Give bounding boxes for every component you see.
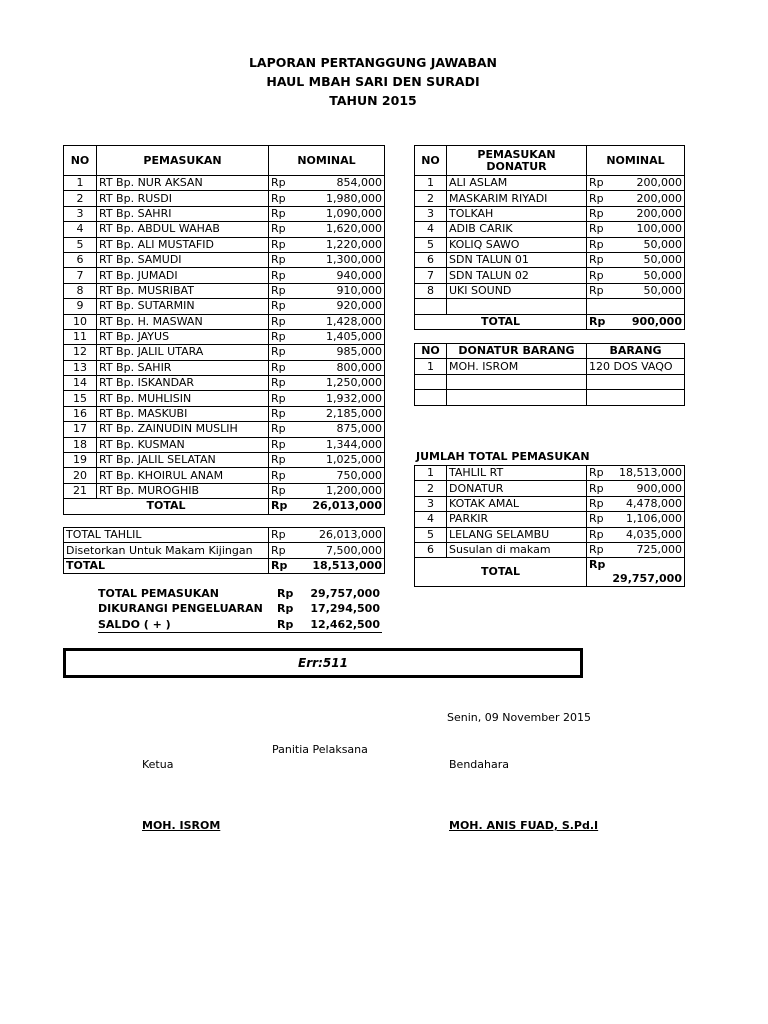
amount-value: 1,620,000 — [326, 222, 382, 236]
bendahara-name: MOH. ANIS FUAD, S.Pd.I — [449, 819, 599, 832]
summary-label: DIKURANGI PENGELUARAN — [98, 602, 263, 615]
nominal-cell — [587, 542, 685, 557]
currency-label: Rp — [589, 191, 604, 205]
currency-label: Rp — [271, 330, 286, 344]
table-row — [64, 468, 385, 483]
row-name: RT Bp. SAHIR — [97, 360, 269, 375]
table-row — [64, 437, 385, 452]
empty-row — [415, 374, 685, 389]
bendahara-label: Bendahara — [449, 758, 509, 771]
currency-label: Rp — [589, 466, 604, 480]
currency-label: Rp — [589, 481, 604, 495]
table-row — [415, 268, 685, 283]
amount-value: 50,000 — [643, 237, 682, 251]
row-name: RT Bp. ZAINUDIN MUSLIH — [97, 422, 269, 437]
nominal-cell — [269, 283, 385, 298]
row-number: 1 — [415, 176, 447, 191]
nominal-cell — [269, 422, 385, 437]
amount-value: 50,000 — [643, 283, 682, 297]
amount-value: 29,757,000 — [612, 572, 682, 586]
row-number: 14 — [64, 376, 97, 391]
total-row — [64, 499, 385, 514]
row-name: SDN TALUN 01 — [447, 252, 587, 267]
nominal-cell — [269, 543, 385, 558]
nominal-cell — [269, 499, 385, 514]
jumlah-total-table — [414, 465, 685, 587]
currency-label: Rp — [589, 237, 604, 251]
tahlil-label: TOTAL — [64, 558, 269, 573]
row-number: 13 — [64, 360, 97, 375]
amount-value: 920,000 — [336, 299, 382, 313]
row-name: RT Bp. MUHLISIN — [97, 391, 269, 406]
row-number: 3 — [415, 206, 447, 221]
tahlil-row — [64, 558, 385, 573]
nominal-cell — [269, 360, 385, 375]
currency-label: Rp — [589, 253, 604, 267]
row-name: TOLKAH — [447, 206, 587, 221]
nominal-cell — [269, 558, 385, 573]
row-number: 7 — [415, 268, 447, 283]
currency-label: Rp — [589, 512, 604, 526]
amount-value: 1,300,000 — [326, 253, 382, 267]
row-name: RT Bp. H. MASWAN — [97, 314, 269, 329]
empty-cell — [447, 390, 587, 405]
col-header-no: NO — [64, 146, 97, 176]
table-row — [415, 252, 685, 267]
nominal-cell — [587, 283, 685, 298]
currency-label: Rp — [271, 484, 286, 497]
amount-value: 50,000 — [643, 268, 682, 282]
currency-label: Rp — [271, 283, 286, 297]
currency-label: Rp — [271, 407, 286, 421]
table-row — [64, 329, 385, 344]
pemasukan-table — [63, 145, 385, 515]
amount-value: 1,932,000 — [326, 391, 382, 405]
currency-label: Rp — [271, 558, 288, 572]
row-name: RT Bp. KHOIRUL ANAM — [97, 468, 269, 483]
currency-label: Rp — [277, 587, 294, 600]
row-name: Susulan di makam — [447, 542, 587, 557]
error-text: Err:511 — [298, 656, 348, 670]
row-name: UKI SOUND — [447, 283, 587, 298]
header-line: DONATUR — [486, 159, 547, 173]
nominal-cell — [269, 376, 385, 391]
amount-value: 1,090,000 — [326, 206, 382, 220]
nominal-cell — [269, 191, 385, 206]
row-number: 3 — [415, 496, 447, 511]
amount-value: 4,035,000 — [626, 527, 682, 541]
tahlil-row — [64, 543, 385, 558]
table-row — [64, 268, 385, 283]
nominal-cell — [269, 437, 385, 452]
amount-value: 4,478,000 — [626, 496, 682, 510]
row-name: PARKIR — [447, 512, 587, 527]
table-row — [64, 345, 385, 360]
table-row — [64, 252, 385, 267]
nominal-cell — [587, 481, 685, 496]
empty-cell — [587, 390, 685, 405]
row-item: 120 DOS VAQO — [587, 359, 685, 374]
currency-label: Rp — [589, 496, 604, 510]
row-number: 11 — [64, 329, 97, 344]
amount-value: 50,000 — [643, 253, 682, 267]
nominal-cell — [269, 391, 385, 406]
nominal-cell — [587, 466, 685, 481]
nominal-cell — [269, 453, 385, 468]
row-number: 4 — [415, 512, 447, 527]
nominal-cell — [269, 528, 385, 543]
nominal-cell — [587, 191, 685, 206]
amount-value: 985,000 — [336, 345, 382, 359]
amount-value: 200,000 — [636, 191, 682, 205]
amount-value: 1,344,000 — [326, 437, 382, 451]
row-number: 16 — [64, 406, 97, 421]
nominal-cell — [587, 527, 685, 542]
amount-value: 900,000 — [631, 314, 682, 328]
empty-cell — [587, 299, 685, 314]
amount-value: 750,000 — [336, 468, 382, 482]
table-row — [64, 176, 385, 191]
amount-value: 1,025,000 — [326, 453, 382, 467]
row-number: 6 — [415, 252, 447, 267]
row-name: RT Bp. JALIL SELATAN — [97, 453, 269, 468]
empty-cell — [415, 390, 447, 405]
amount-value: 875,000 — [336, 422, 382, 436]
empty-cell — [447, 299, 587, 314]
row-number: 1 — [64, 176, 97, 191]
row-number: 3 — [64, 206, 97, 221]
row-name: RT Bp. MUROGHIB — [97, 483, 269, 498]
nominal-cell — [269, 299, 385, 314]
row-number: 6 — [415, 542, 447, 557]
currency-label: Rp — [271, 176, 286, 190]
row-name: SDN TALUN 02 — [447, 268, 587, 283]
row-name: RT Bp. MASKUBI — [97, 406, 269, 421]
row-name: KOLIQ SAWO — [447, 237, 587, 252]
table-row — [415, 466, 685, 481]
report-date: Senin, 09 November 2015 — [447, 711, 591, 724]
row-name: RT Bp. SUTARMIN — [97, 299, 269, 314]
currency-label: Rp — [271, 422, 286, 436]
col-header-pemasukan: PEMASUKAN — [97, 146, 269, 176]
nominal-cell — [269, 176, 385, 191]
currency-label: Rp — [271, 191, 286, 205]
nominal-cell — [269, 406, 385, 421]
ketua-name: MOH. ISROM — [142, 819, 221, 832]
currency-label: Rp — [589, 222, 604, 236]
currency-label: Rp — [589, 314, 606, 328]
row-number: 19 — [64, 453, 97, 468]
amount-value: 1,220,000 — [326, 237, 382, 251]
row-number: 21 — [64, 483, 97, 498]
barang-table — [414, 343, 685, 406]
currency-label: Rp — [271, 268, 286, 282]
currency-label: Rp — [589, 268, 604, 282]
row-name: RT Bp. RUSDI — [97, 191, 269, 206]
empty-cell — [415, 374, 447, 389]
row-number: 7 — [64, 268, 97, 283]
table-row — [64, 222, 385, 237]
table-row — [415, 512, 685, 527]
row-number: 5 — [415, 237, 447, 252]
amount-value: 2,185,000 — [326, 407, 382, 421]
row-name: RT Bp. ALI MUSTAFID — [97, 237, 269, 252]
amount-value: 800,000 — [336, 360, 382, 374]
row-number: 5 — [415, 527, 447, 542]
currency-label: Rp — [277, 618, 294, 631]
table-row — [64, 453, 385, 468]
nominal-cell — [587, 237, 685, 252]
empty-row — [415, 390, 685, 405]
nominal-cell — [269, 329, 385, 344]
row-name: RT Bp. JALIL UTARA — [97, 345, 269, 360]
nominal-cell — [269, 314, 385, 329]
table-row — [415, 176, 685, 191]
total-label: TOTAL — [415, 314, 587, 329]
amount-value: 725,000 — [636, 543, 682, 557]
table-row — [64, 422, 385, 437]
amount-value: 7,500,000 — [326, 543, 382, 557]
ketua-label: Ketua — [142, 758, 174, 771]
row-number: 2 — [415, 191, 447, 206]
row-number: 10 — [64, 314, 97, 329]
currency-label: Rp — [271, 453, 286, 467]
total-row — [415, 314, 685, 329]
summary-value: 12,462,500 — [310, 618, 380, 631]
total-label: TOTAL — [415, 558, 587, 587]
row-number: 6 — [64, 252, 97, 267]
nominal-cell — [587, 268, 685, 283]
row-number: 8 — [415, 283, 447, 298]
amount-value: 1,405,000 — [326, 330, 382, 344]
col-header-no: NO — [415, 146, 447, 176]
row-number: 4 — [415, 222, 447, 237]
nominal-cell — [269, 237, 385, 252]
nominal-cell — [587, 252, 685, 267]
amount-value: 18,513,000 — [619, 466, 682, 480]
row-name: RT Bp. ABDUL WAHAB — [97, 222, 269, 237]
row-name: RT Bp. KUSMAN — [97, 437, 269, 452]
row-name: RT Bp. MUSRIBAT — [97, 283, 269, 298]
summary-divider — [98, 632, 382, 633]
currency-label: Rp — [271, 543, 286, 557]
summary-value: 17,294,500 — [310, 602, 380, 615]
table-row — [64, 237, 385, 252]
empty-row — [415, 299, 685, 314]
table-row — [415, 222, 685, 237]
table-row — [415, 191, 685, 206]
jumlah-total-title: JUMLAH TOTAL PEMASUKAN — [416, 450, 590, 463]
table-row — [64, 483, 385, 498]
col-header-nominal: NOMINAL — [269, 146, 385, 176]
currency-label: Rp — [271, 468, 286, 482]
empty-cell — [447, 374, 587, 389]
col-header-no: NO — [415, 344, 447, 359]
currency-label: Rp — [271, 360, 286, 374]
amount-value: 200,000 — [636, 176, 682, 190]
row-name: ALI ASLAM — [447, 176, 587, 191]
currency-label: Rp — [277, 602, 294, 615]
nominal-cell — [269, 468, 385, 483]
row-number: 2 — [64, 191, 97, 206]
row-name: MOH. ISROM — [447, 359, 587, 374]
table-row — [415, 237, 685, 252]
row-number: 8 — [64, 283, 97, 298]
amount-value: 200,000 — [636, 206, 682, 220]
error-box — [63, 648, 583, 678]
table-row — [64, 360, 385, 375]
col-header-nominal: NOMINAL — [587, 146, 685, 176]
row-number: 1 — [415, 359, 447, 374]
row-number: 18 — [64, 437, 97, 452]
amount-value: 26,013,000 — [319, 528, 382, 542]
col-header-donatur-barang: DONATUR BARANG — [447, 344, 587, 359]
table-row — [64, 206, 385, 221]
table-row — [415, 359, 685, 374]
amount-value: 910,000 — [336, 283, 382, 297]
amount-value: 1,200,000 — [326, 484, 382, 497]
row-name: RT Bp. SAMUDI — [97, 252, 269, 267]
panitia-label: Panitia Pelaksana — [272, 743, 368, 756]
empty-cell — [587, 374, 685, 389]
nominal-cell — [269, 345, 385, 360]
report-title: LAPORAN PERTANGGUNG JAWABAN — [248, 55, 498, 70]
currency-label: Rp — [271, 391, 286, 405]
row-name: RT Bp. SAHRI — [97, 206, 269, 221]
amount-value: 1,250,000 — [326, 376, 382, 390]
table-row — [64, 406, 385, 421]
row-name: DONATUR — [447, 481, 587, 496]
currency-label: Rp — [589, 558, 606, 572]
table-row — [64, 376, 385, 391]
table-row — [64, 314, 385, 329]
table-row — [415, 481, 685, 496]
currency-label: Rp — [271, 237, 286, 251]
amount-value: 1,428,000 — [326, 314, 382, 328]
nominal-cell — [269, 268, 385, 283]
row-name: LELANG SELAMBU — [447, 527, 587, 542]
currency-label: Rp — [271, 499, 288, 513]
currency-label: Rp — [589, 176, 604, 190]
row-number: 2 — [415, 481, 447, 496]
currency-label: Rp — [271, 314, 286, 328]
currency-label: Rp — [271, 222, 286, 236]
table-row — [415, 542, 685, 557]
header-line: PEMASUKAN — [477, 147, 556, 161]
amount-value: 26,013,000 — [312, 499, 382, 513]
nominal-cell — [587, 496, 685, 511]
tahlil-label: Disetorkan Untuk Makam Kijingan — [64, 543, 269, 558]
currency-label: Rp — [589, 527, 604, 541]
table-row — [415, 206, 685, 221]
amount-value: 940,000 — [336, 268, 382, 282]
report-subtitle: HAUL MBAH SARI DEN SURADI — [266, 74, 480, 89]
total-label: TOTAL — [64, 499, 269, 514]
nominal-cell — [269, 206, 385, 221]
currency-label: Rp — [271, 206, 286, 220]
currency-label: Rp — [589, 283, 604, 297]
summary-label: SALDO ( + ) — [98, 618, 171, 631]
row-name: RT Bp. JAYUS — [97, 329, 269, 344]
currency-label: Rp — [589, 543, 604, 557]
nominal-cell — [587, 314, 685, 329]
table-row — [415, 496, 685, 511]
currency-label: Rp — [271, 345, 286, 359]
amount-value: 1,106,000 — [626, 512, 682, 526]
nominal-cell — [269, 483, 385, 498]
amount-value: 854,000 — [336, 176, 382, 190]
amount-value: 18,513,000 — [312, 558, 382, 572]
donatur-table — [414, 145, 685, 330]
row-number: 5 — [64, 237, 97, 252]
row-number: 9 — [64, 299, 97, 314]
currency-label: Rp — [589, 206, 604, 220]
table-row — [64, 191, 385, 206]
row-number: 12 — [64, 345, 97, 360]
col-header-barang: BARANG — [587, 344, 685, 359]
amount-value: 100,000 — [636, 222, 682, 236]
row-number: 1 — [415, 466, 447, 481]
summary-label: TOTAL PEMASUKAN — [98, 587, 219, 600]
empty-cell — [415, 299, 447, 314]
amount-value: 1,980,000 — [326, 191, 382, 205]
row-number: 15 — [64, 391, 97, 406]
table-row — [64, 391, 385, 406]
row-name: RT Bp. NUR AKSAN — [97, 176, 269, 191]
row-name: MASKARIM RIYADI — [447, 191, 587, 206]
row-name: KOTAK AMAL — [447, 496, 587, 511]
tahlil-row — [64, 528, 385, 543]
row-name: TAHLIL RT — [447, 466, 587, 481]
table-row — [64, 283, 385, 298]
row-name: ADIB CARIK — [447, 222, 587, 237]
total-row — [415, 558, 685, 587]
row-name: RT Bp. JUMADI — [97, 268, 269, 283]
nominal-cell — [587, 512, 685, 527]
currency-label: Rp — [271, 528, 286, 542]
table-row — [415, 283, 685, 298]
tahlil-table — [63, 527, 385, 574]
col-header-pemasukan-donatur — [447, 146, 587, 176]
row-number: 17 — [64, 422, 97, 437]
currency-label: Rp — [271, 299, 286, 313]
nominal-cell — [269, 252, 385, 267]
currency-label: Rp — [271, 437, 286, 451]
currency-label: Rp — [271, 253, 286, 267]
nominal-cell — [587, 222, 685, 237]
summary-value: 29,757,000 — [310, 587, 380, 600]
amount-value: 900,000 — [636, 481, 682, 495]
nominal-cell — [587, 558, 685, 587]
row-number: 4 — [64, 222, 97, 237]
table-row — [415, 527, 685, 542]
nominal-cell — [587, 176, 685, 191]
row-name: RT Bp. ISKANDAR — [97, 376, 269, 391]
tahlil-label: TOTAL TAHLIL — [64, 528, 269, 543]
row-number: 20 — [64, 468, 97, 483]
report-year: TAHUN 2015 — [329, 93, 417, 108]
nominal-cell — [587, 206, 685, 221]
table-row — [64, 299, 385, 314]
nominal-cell — [269, 222, 385, 237]
currency-label: Rp — [271, 376, 286, 390]
